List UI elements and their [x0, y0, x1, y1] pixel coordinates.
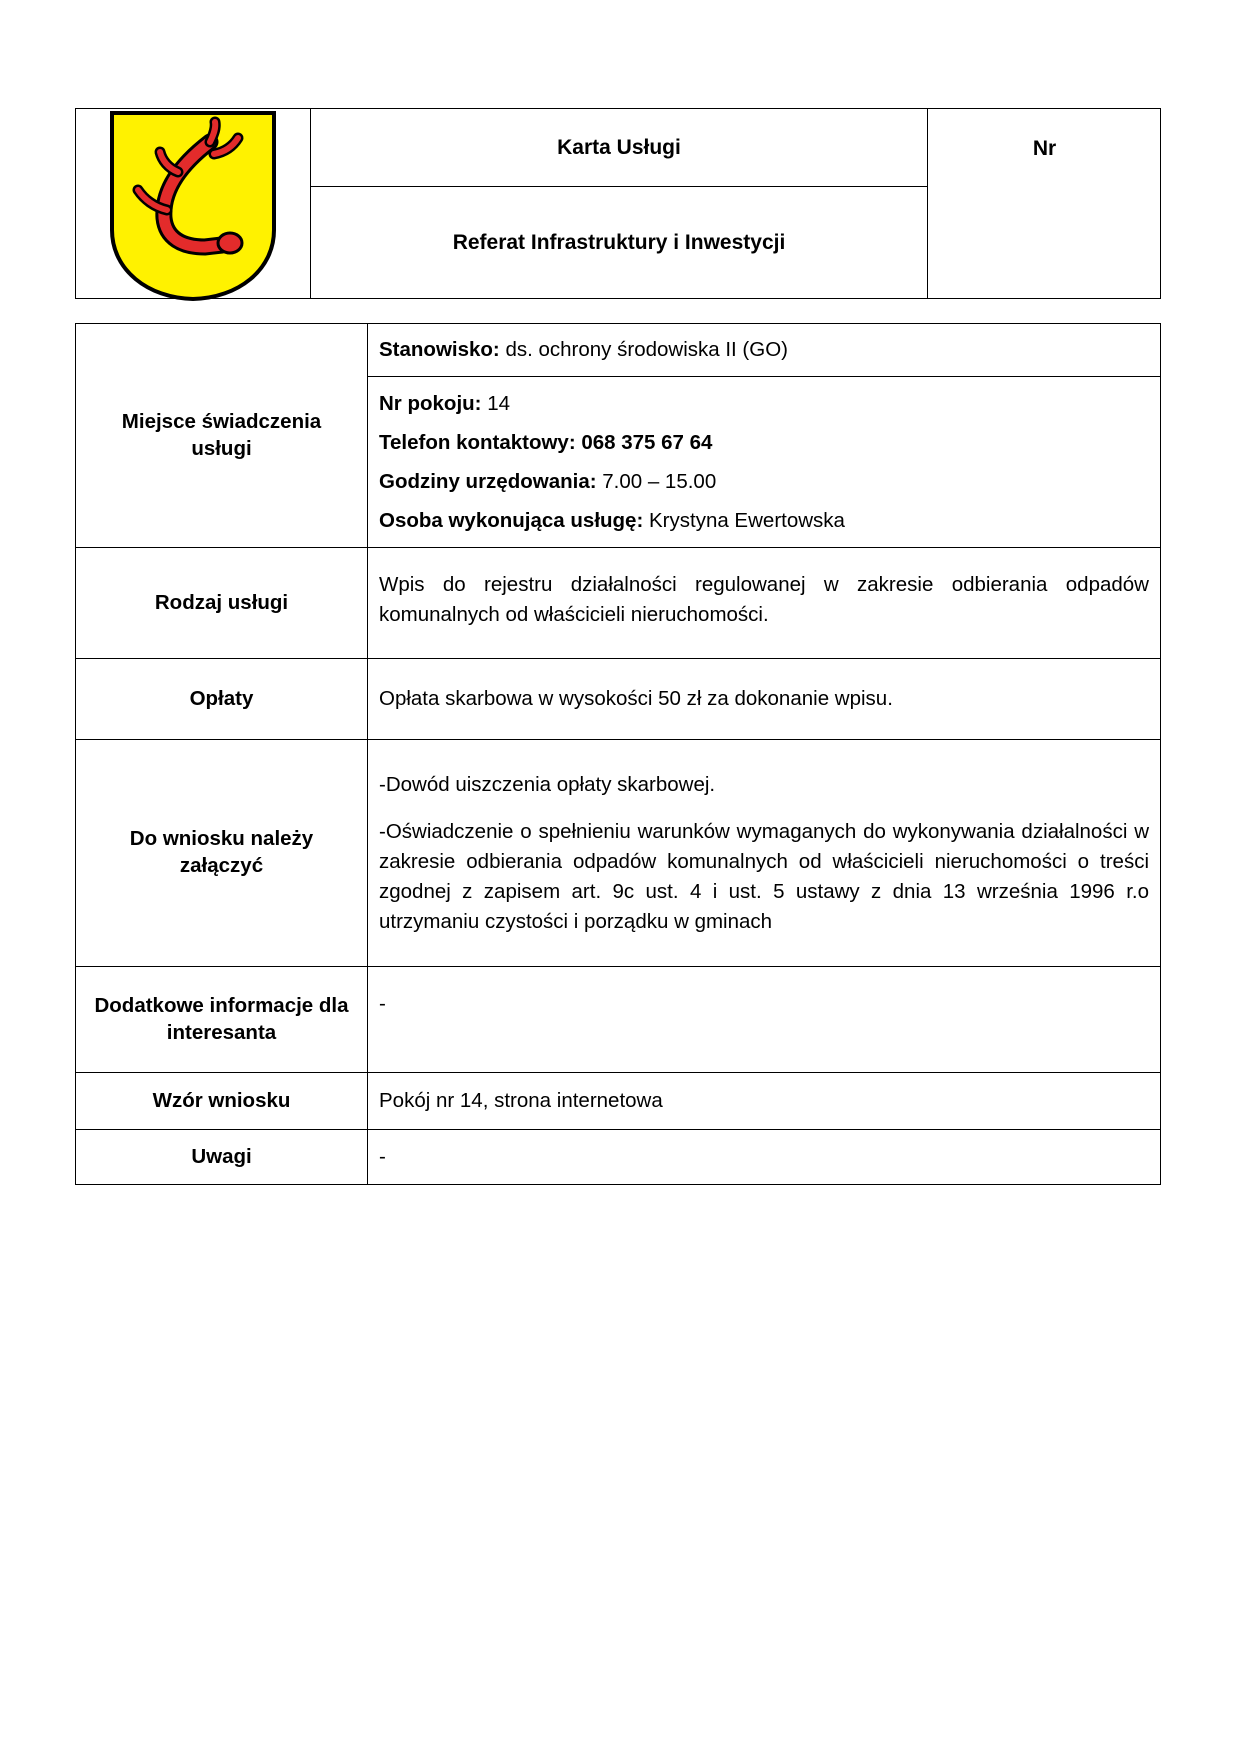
- attachment-item-2: -Oświadczenie o spełnieniu warunków wymaganych do wykonywania działalności w zakresie odbierania odpadów komunalnych od właścicieli nieruchomości o treści zgodnej z zapisem art. 9c ust. 4 i ust. 5 ustawy z dnia 13 września 1996 r.o utrzymaniu czystości i porządku w gminach: [379, 820, 1149, 933]
- coat-of-arms-antler-icon: [110, 110, 276, 302]
- room-line: [379, 384, 1149, 423]
- form-template-label: Wzór wniosku: [76, 1073, 368, 1130]
- fees-value: Opłata skarbowa w wysokości 50 zł za dokonanie wpisu.: [368, 659, 1161, 740]
- attachments-label: Do wniosku należy załączyć: [76, 740, 368, 967]
- additional-info-label: Dodatkowe informacje dla interesanta: [76, 967, 368, 1073]
- attachment-item-1: -Dowód uiszczenia opłaty skarbowej.: [379, 772, 716, 796]
- number-label: Nr: [1032, 137, 1057, 160]
- table-row: [76, 324, 1161, 377]
- hours-line: [379, 462, 1149, 501]
- number-cell: [927, 109, 1161, 298]
- table-row: [76, 1073, 1161, 1130]
- additional-info-value: -: [368, 967, 1161, 1073]
- service-type-label: Rodzaj usługi: [76, 548, 368, 659]
- fees-label: Opłaty: [76, 659, 368, 740]
- table-row: [76, 967, 1161, 1073]
- notes-value: -: [368, 1130, 1161, 1185]
- room-label: Nr pokoju:: [379, 392, 482, 415]
- hours-value: 7.00 – 15.00: [596, 470, 717, 493]
- card-title: Karta Usługi: [311, 109, 927, 187]
- logo-cell: [76, 109, 311, 298]
- document-header: [75, 108, 1161, 299]
- notes-label: Uwagi: [76, 1130, 368, 1185]
- table-row: [76, 740, 1161, 967]
- person-line: [379, 501, 1149, 540]
- contact-cell: [368, 377, 1161, 548]
- table-row: [76, 1130, 1161, 1185]
- department-name: Referat Infrastruktury i Inwestycji: [452, 230, 786, 254]
- hours-label: Godziny urzędowania:: [379, 470, 597, 493]
- table-row: [76, 548, 1161, 659]
- service-type-value: Wpis do rejestru działalności regulowanej w zakresie odbierania odpadów komunalnych od właścicieli nieruchomości.: [368, 548, 1161, 659]
- table-row: [76, 659, 1161, 740]
- person-value: Krystyna Ewertowska: [643, 509, 845, 532]
- phone-line: Telefon kontaktowy: 068 375 67 64: [379, 431, 713, 454]
- place-label: Miejsce świadczenia usługi: [76, 324, 368, 548]
- position-cell: [368, 324, 1161, 377]
- position-label: Stanowisko:: [379, 337, 500, 361]
- room-value: 14: [481, 392, 510, 415]
- person-label: Osoba wykonująca usługę:: [379, 509, 644, 532]
- service-details-table: [75, 323, 1161, 1185]
- form-template-value: Pokój nr 14, strona internetowa: [368, 1073, 1161, 1130]
- attachments-cell: [368, 740, 1161, 967]
- position-value: ds. ochrony środowiska II (GO): [499, 337, 788, 361]
